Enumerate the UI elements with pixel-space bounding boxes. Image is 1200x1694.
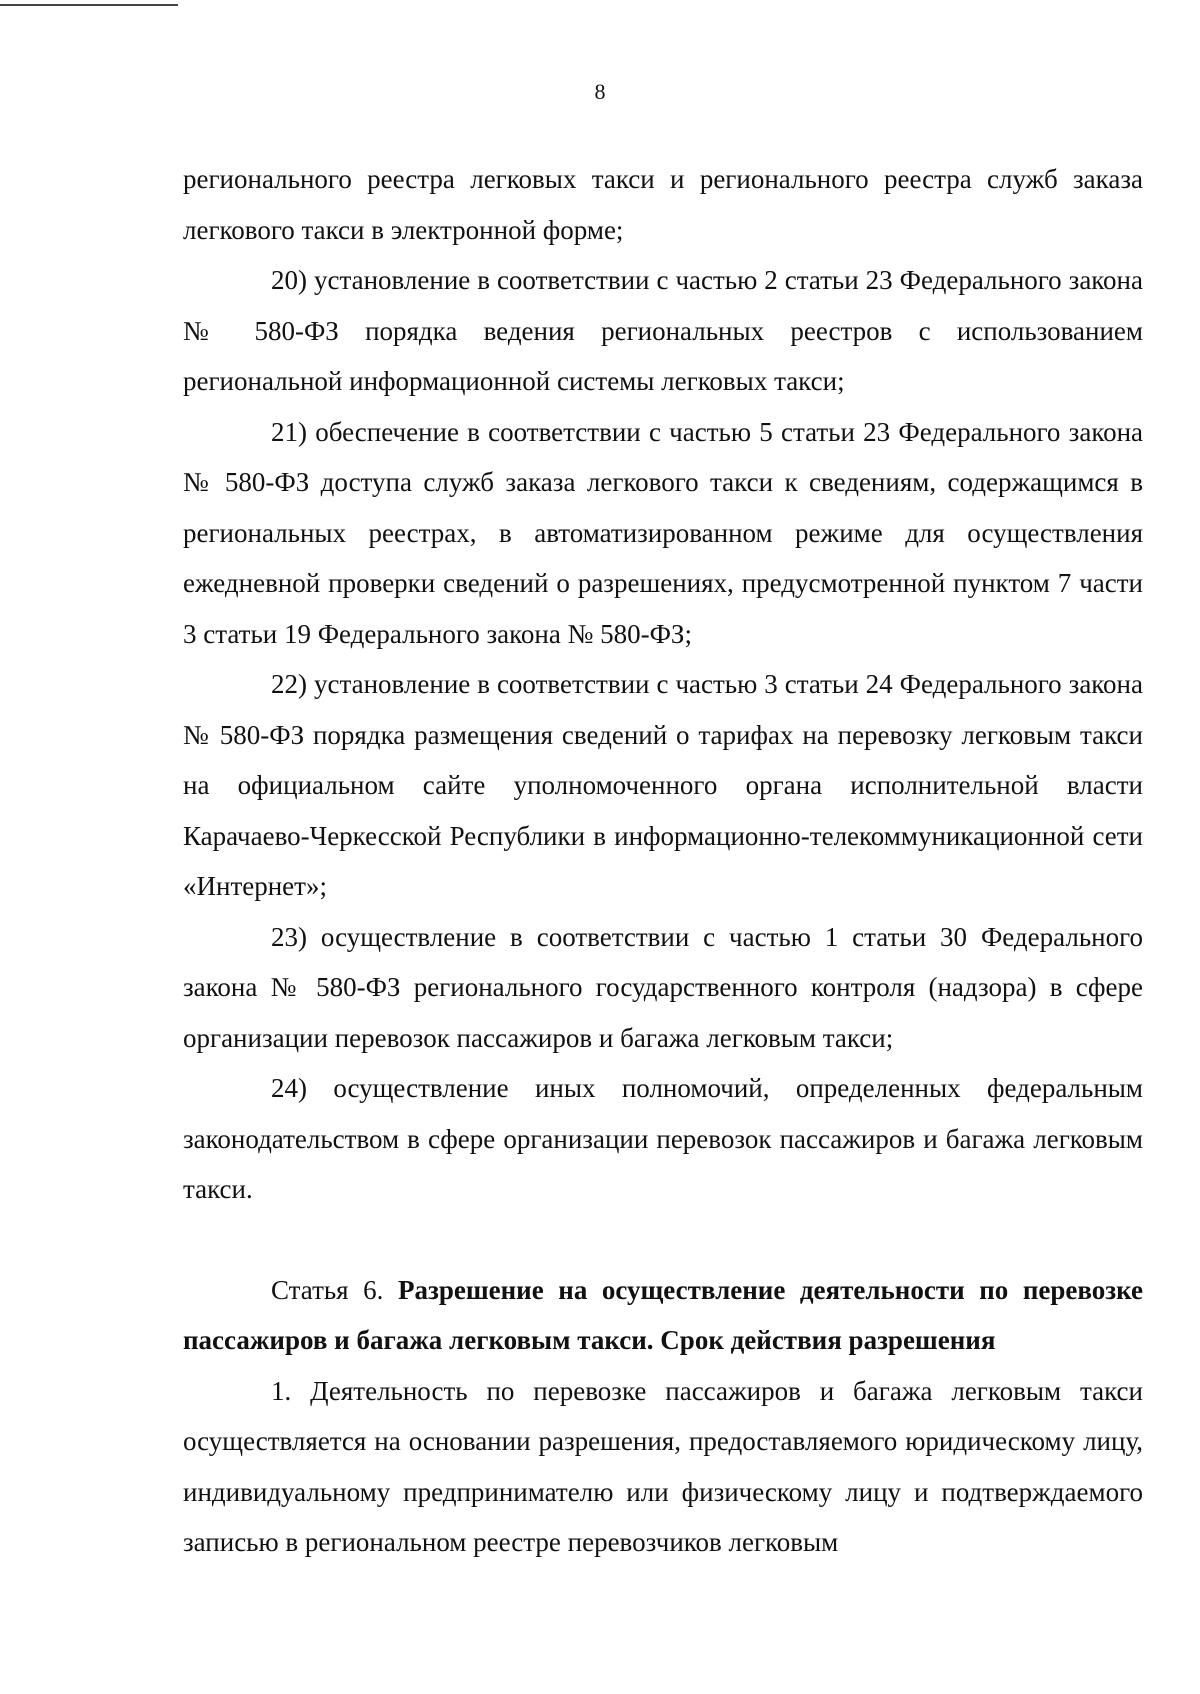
paragraph-item-22: 22) установление в соответствии с частью 3 статьи 24 Федерального закона № 580-ФЗ порядка размещения сведений о тарифах на перевозку легковым такси на официальном сайте уполномоченного органа исполнительной власти Карачаево-Черкесской Республики в информационно-телекоммуникационной сети «Интернет»;: [183, 669, 1143, 901]
paragraph-continuation: регионального реестра легковых такси и регионального реестра служб заказа легкового такси в электронной форме;: [183, 164, 1143, 245]
article-label: Статья 6.: [271, 1274, 384, 1305]
article-title: Разрешение на осуществление деятельности по перевозке пассажиров и багажа легковым такси. Срок действия разрешения: [183, 1274, 1143, 1355]
article-paragraph-1: 1. Деятельность по перевозке пассажиров и багажа легковым такси осуществляется на основании разрешения, предоставляемого юридическому лицу, индивидуальному предпринимателю или физическому лицу и подтверждаемого записью в региональном реестре перевозчиков легковым: [183, 1375, 1143, 1557]
page-number: 8: [594, 79, 606, 104]
document-body: [183, 154, 1143, 1568]
top-rule: [0, 4, 178, 6]
paragraph-item-20: 20) установление в соответствии с частью 2 статьи 23 Федерального закона № 580-ФЗ порядка ведения региональных реестров с использованием региональной информационной системы легковых такси;: [183, 265, 1143, 396]
article-heading: [183, 1265, 1143, 1366]
paragraph-item-24: 24) осуществление иных полномочий, определенных федеральным законодательством в сфере организации перевозок пассажиров и багажа легковым такси.: [183, 1073, 1143, 1204]
paragraph-item-21: 21) обеспечение в соответствии с частью 5 статьи 23 Федерального закона № 580-ФЗ доступа служб заказа легкового такси к сведениям, содержащимся в региональных реестрах, в автоматизированном режиме для осуществления ежедневной проверки сведений о разрешениях, предусмотренной пунктом 7 части 3 статьи 19 Федерального закона № 580-ФЗ;: [183, 416, 1143, 649]
paragraph-item-23: 23) осуществление в соответствии с частью 1 статьи 30 Федерального закона № 580-ФЗ регионального государственного контроля (надзора) в сфере организации перевозок пассажиров и багажа легковым такси;: [183, 921, 1143, 1053]
